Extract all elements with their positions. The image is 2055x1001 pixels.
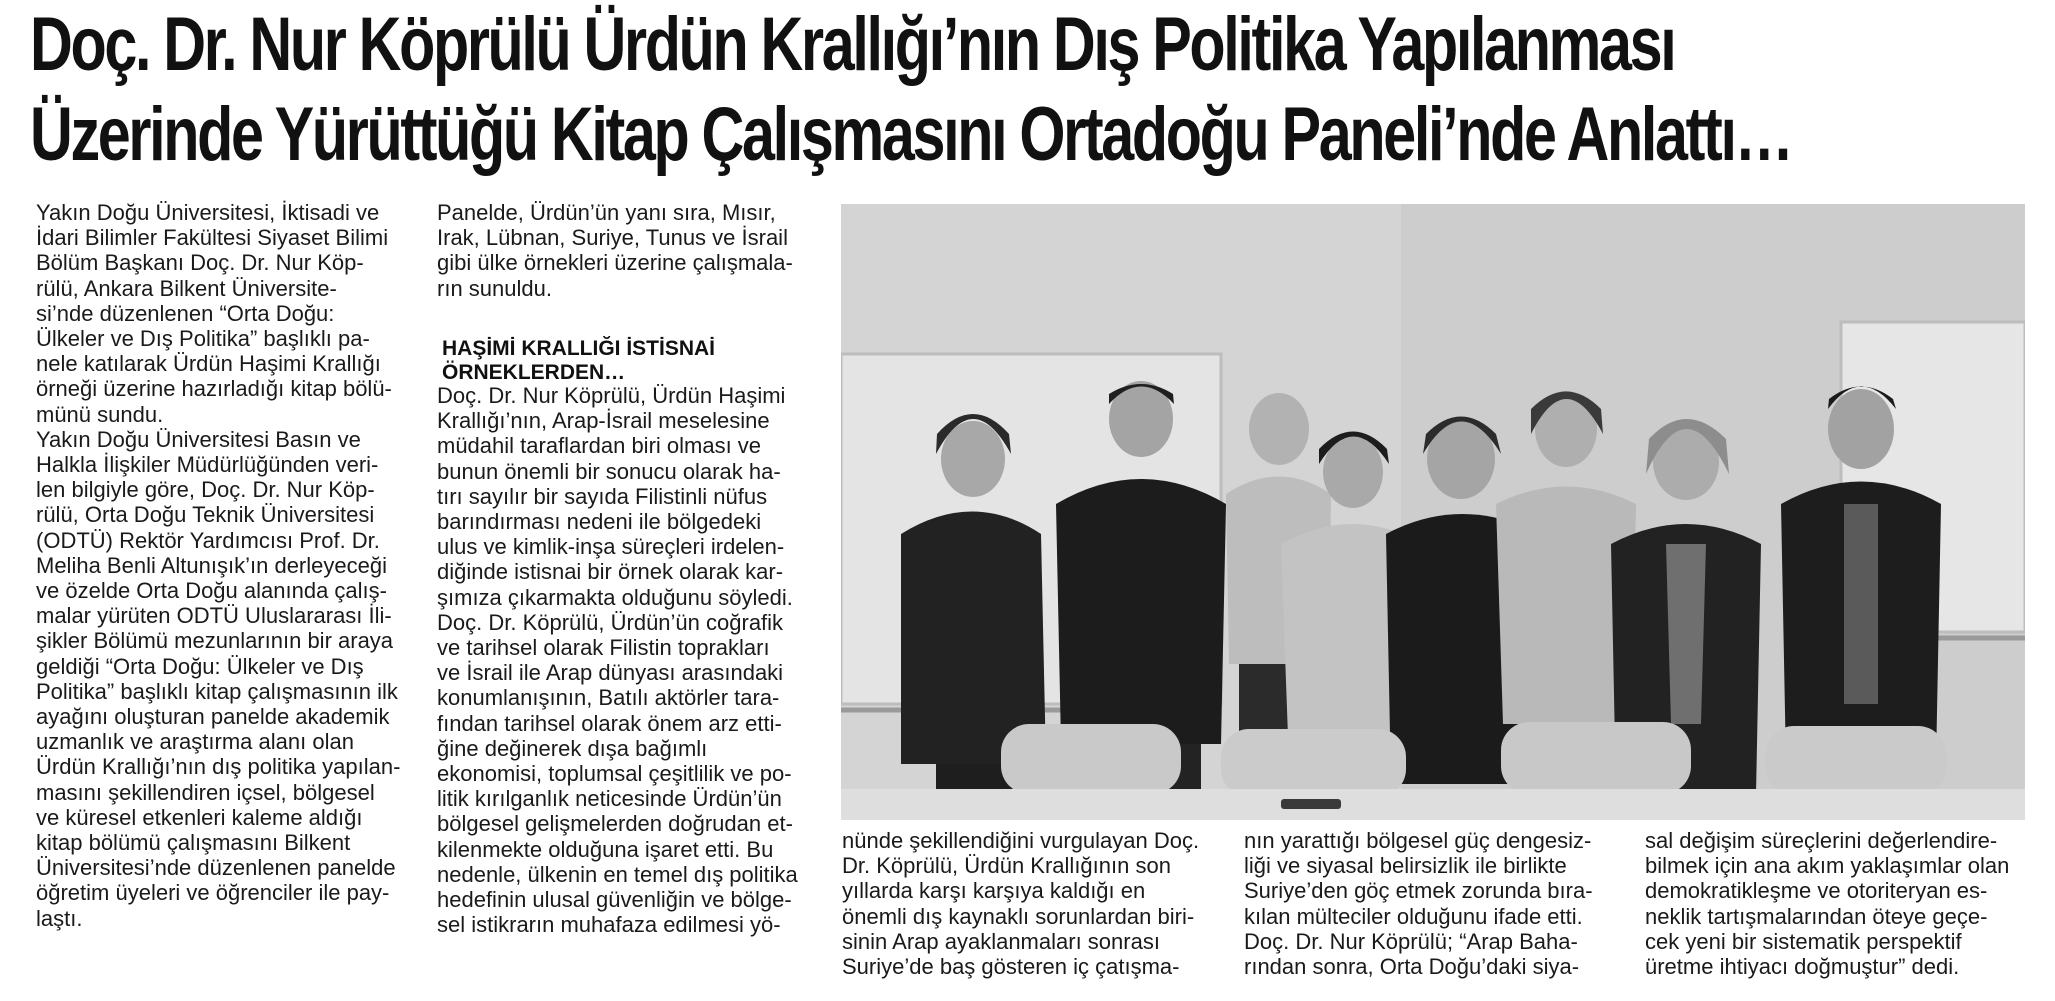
text-line: fından tarihsel olarak önem arz etti- (437, 710, 782, 736)
text-line: diğinde istisnai bir örnek olarak kar- (437, 559, 784, 585)
text-line: nele katılarak Ürdün Haşimi Krallığı (36, 351, 381, 377)
text-line: kılan mülteciler olduğunu ifade etti. (1244, 903, 1583, 929)
text-line: Irak, Lübnan, Suriye, Tunus ve İsrail (437, 225, 788, 251)
text-line: Meliha Benli Altunışık’ın derleyeceği (36, 552, 387, 578)
article-column-5 (1645, 828, 2009, 979)
text-line: malar yürüten ODTÜ Uluslararası İli- (36, 603, 392, 629)
group-photo (841, 204, 2025, 820)
text-line: konumlanışının, Batılı aktörler tara- (437, 685, 780, 711)
text-line: İdari Bilimler Fakültesi Siyaset Bilimi (36, 225, 389, 251)
text-line: ulus ve kimlik-inşa süreçleri irdelen- (437, 534, 785, 560)
text-line: rülü, Orta Doğu Teknik Üniversitesi (36, 502, 375, 528)
text-line: sinin Arap ayaklanmaları sonrası (842, 928, 1160, 954)
group-photo-illustration (841, 204, 2025, 820)
text-line: nünde şekillendiğini vurgulayan Doç. (842, 828, 1200, 853)
text-line: yıllarda karşı karşıya kaldığı en (842, 878, 1146, 904)
text-line: gibi ülke örnekleri üzerine çalışmala- (437, 250, 793, 276)
text-line: Ürdün Krallığı’nın dış politika yapılan- (36, 754, 401, 780)
article-column-1 (36, 200, 400, 931)
text-line: Ülkeler ve Dış Politika” başlıklı pa- (36, 326, 370, 352)
text-line: Yakın Doğu Üniversitesi Basın ve (36, 426, 361, 452)
text-line: kitap bölümü çalışmasını Bilkent (36, 830, 351, 856)
text-line: Bölüm Başkanı Doç. Dr. Nur Köp- (36, 250, 364, 276)
text-line: önemli dış kaynaklı sorunlardan biri- (842, 903, 1195, 929)
text-line: Politika” başlıklı kitap çalışmasının ilk (36, 678, 398, 704)
text-line: cek yeni bir sistematik perspektif (1645, 928, 1962, 954)
text-line: geldiği “Orta Doğu: Ülkeler ve Dış (36, 653, 364, 679)
text-line: Doç. Dr. Köprülü, Ürdün’ün coğrafik (437, 609, 784, 635)
article-headline (30, 0, 1792, 180)
text-line: Krallığı’nın, Arap-İsrail meselesine (437, 408, 770, 434)
text-line: Doç. Dr. Nur Köprülü, Ürdün Haşimi (437, 383, 786, 408)
text-line: ve İsrail ile Arap dünyası arasındaki (437, 660, 784, 686)
text-line: Yakın Doğu Üniversitesi, İktisadi ve (36, 200, 380, 225)
text-line: rından sonra, Orta Doğu’daki siya- (1244, 954, 1580, 980)
text-line: bunun önemli bir sonucu olarak ha- (437, 458, 781, 484)
headline-line-2: Üzerinde Yürüttüğü Kitap Çalışmasını Ortadoğu Paneli’nde Anlattı… (30, 92, 1792, 177)
article-column-2-body (437, 383, 798, 937)
text-line: laştı. (36, 905, 83, 931)
headline-line-1: Doç. Dr. Nur Köprülü Ürdün Krallığı’nın Dış Politika Yapılanması (30, 2, 1675, 87)
article-column-4 (1244, 828, 1593, 979)
text-line: sal değişim süreçlerini değerlendire- (1645, 828, 1998, 853)
text-line: Suriye’de baş gösteren iç çatışma- (842, 954, 1180, 980)
text-line: ve özelde Orta Doğu alanında çalış- (36, 578, 387, 604)
text-line: Doç. Dr. Nur Köprülü; “Arap Baha- (1244, 928, 1578, 954)
text-line: neklik tartışmalarından öteye geçe- (1645, 903, 1988, 929)
text-line: Panelde, Ürdün’ün yanı sıra, Mısır, (437, 200, 776, 225)
text-line: Halkla İlişkiler Müdürlüğünden veri- (36, 452, 379, 478)
text-line: Suriye’den göç etmek zorunda bıra- (1244, 878, 1593, 904)
text-line: rın sunuldu. (437, 275, 552, 301)
text-line: si’nde düzenlenen “Orta Doğu: (36, 300, 335, 326)
text-line: bölgesel gelişmelerden doğrudan et- (437, 811, 793, 837)
text-line: hedefinin ulusal güvenliğin ve bölge- (437, 887, 792, 913)
text-line: rülü, Ankara Bilkent Üniversite- (36, 275, 337, 301)
subheading-line-1: HAŞİMİ KRALLIĞI İSTİSNAİ (442, 337, 715, 360)
text-line: müdahil taraflardan biri olması ve (437, 433, 762, 459)
text-line: nın yarattığı bölgesel güç dengesiz- (1244, 828, 1592, 853)
article-column-2-intro (437, 200, 793, 301)
text-line: üretme ihtiyacı doğmuştur” dedi. (1645, 954, 1960, 980)
article-column-3 (842, 828, 1199, 979)
text-line: (ODTÜ) Rektör Yardımcısı Prof. Dr. (36, 527, 380, 553)
text-line: ekonomisi, toplumsal çeşitlilik ve po- (437, 761, 792, 787)
text-line: şımıza çıkarmakta olduğunu söyledi. (437, 584, 793, 610)
article-subheading (442, 337, 715, 385)
text-line: masını şekillendiren içsel, bölgesel (36, 779, 375, 805)
text-line: tırı sayılır bir sayıda Filistinli nüfus (437, 483, 768, 509)
subheading-line-2: ÖRNEKLERDEN… (442, 361, 626, 384)
text-line: len bilgiyle göre, Doç. Dr. Nur Köp- (36, 477, 375, 503)
text-line: münü sundu. (36, 401, 164, 427)
text-line: ğine değinerek dışa bağımlı (437, 735, 708, 761)
text-line: öğretim üyeleri ve öğrenciler ile pay- (36, 880, 390, 906)
text-line: ve tarihsel olarak Filistin toprakları (437, 635, 770, 661)
text-line: ve küresel etkenleri kaleme aldığı (36, 804, 363, 830)
text-line: nedenle, ülkenin en temel dış politika (437, 861, 798, 887)
text-line: şikler Bölümü mezunlarının bir araya (36, 628, 394, 654)
text-line: demokratikleşme ve otoriteryan es- (1645, 878, 1988, 904)
text-line: kilenmekte olduğuna işaret etti. Bu (437, 836, 774, 862)
text-line: Üniversitesi’nde düzenlenen panelde (36, 855, 396, 881)
text-line: uzmanlık ve araştırma alanı olan (36, 729, 354, 755)
text-line: litik kırılganlık neticesinde Ürdün’ün (437, 786, 782, 812)
text-line: ayağını oluşturan panelde akademik (36, 704, 390, 730)
text-line: Dr. Köprülü, Ürdün Krallığının son (842, 853, 1171, 879)
text-line: liği ve siyasal belirsizlik ile birlikte (1244, 853, 1567, 879)
text-line: sel istikrarın muhafaza edilmesi yö- (437, 912, 781, 938)
text-line: örneği üzerine hazırladığı kitap bölü- (36, 376, 392, 402)
text-line: barındırması nedeni ile bölgedeki (437, 509, 762, 535)
text-line: bilmek için ana akım yaklaşımlar olan (1645, 853, 2010, 879)
